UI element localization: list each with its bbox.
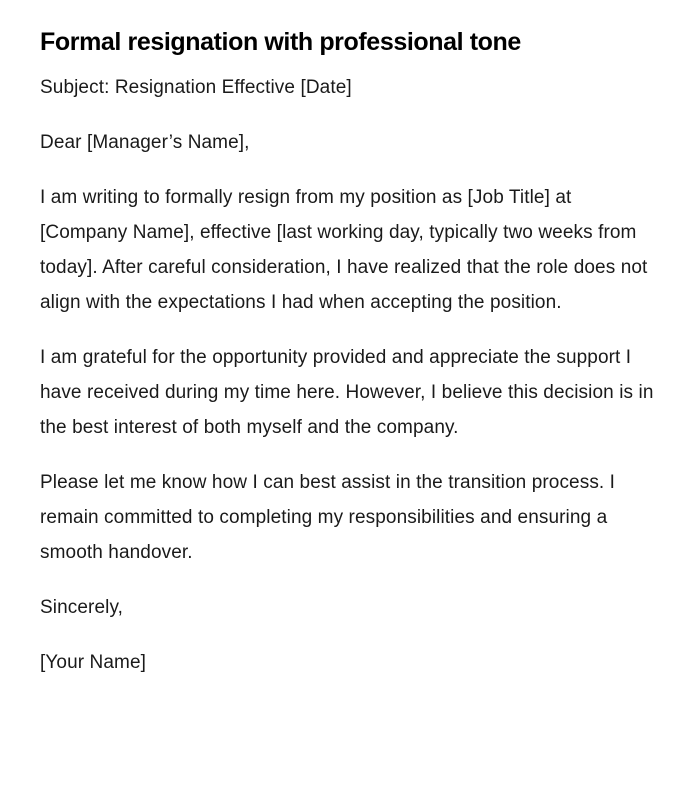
body-paragraph: Please let me know how I can best assist in the transition process. I remain committed to completing my responsibilities and ensuring a smooth handover.: [40, 472, 616, 563]
document-title: Formal resignation with professional tone: [40, 28, 521, 56]
salutation: Dear [Manager’s Name],: [40, 132, 250, 153]
body-paragraph: I am writing to formally resign from my position as [Job Title] at [Company Name], effective [last working day, typically two weeks from today]. After careful consideration, I have realized that the role does not align with the expectations I had when accepting the position.: [40, 187, 648, 313]
subject-line: Subject: Resignation Effective [Date]: [40, 77, 352, 98]
body-paragraph: I am grateful for the opportunity provided and appreciate the support I have received during my time here. However, I believe this decision is in the best interest of both myself and the company.: [40, 347, 654, 438]
closing: Sincerely,: [40, 597, 124, 618]
signature: [Your Name]: [40, 652, 147, 673]
